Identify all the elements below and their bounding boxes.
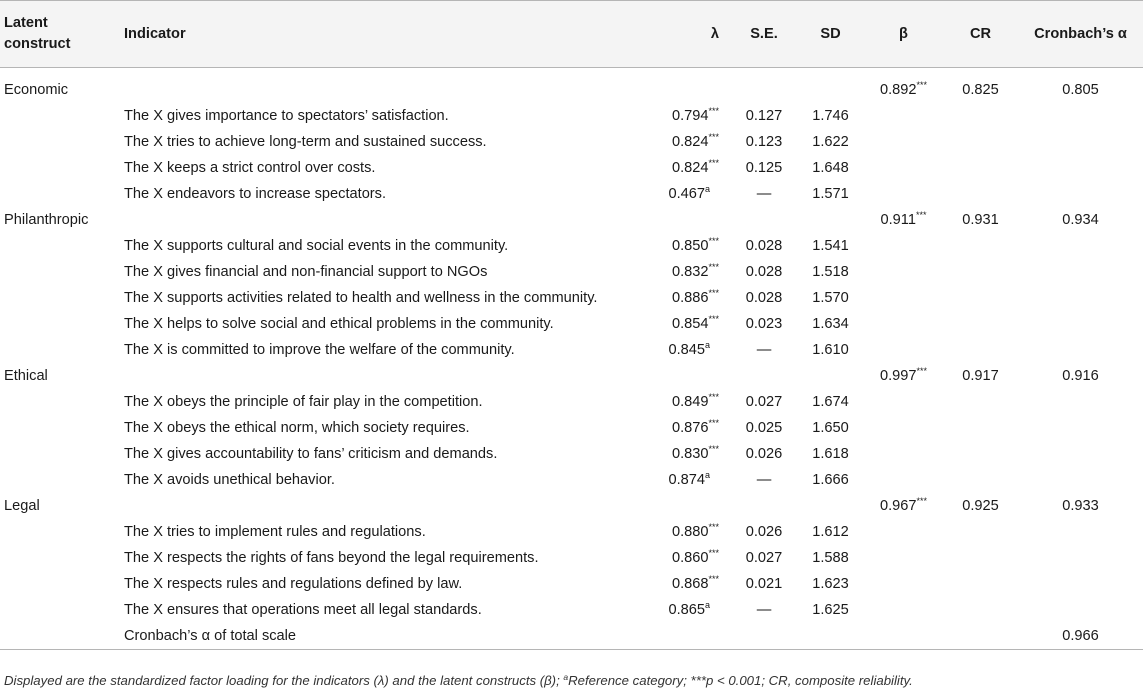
cell-sd: 1.666 xyxy=(812,472,849,488)
cell-sd: 1.588 xyxy=(812,550,849,566)
cell-indicator: The X helps to solve social and ethical problems in the community. xyxy=(124,316,554,332)
table-row xyxy=(0,389,1143,415)
cell-construct xyxy=(0,233,124,259)
cell-cr xyxy=(943,181,1018,207)
lambda-value: 0.876 xyxy=(671,420,709,436)
cell-indicator: The X ensures that operations meet all legal standards. xyxy=(124,602,482,618)
cell-construct xyxy=(0,311,124,337)
cell-se: 0.021 xyxy=(745,576,783,592)
cell-construct: Legal xyxy=(4,498,40,514)
cell-cr xyxy=(943,415,1018,441)
cell-sd: 1.650 xyxy=(812,420,849,436)
cell-lambda xyxy=(639,415,731,441)
construct-row xyxy=(0,68,1143,104)
lambda-significance: *** xyxy=(708,392,719,402)
cell-beta xyxy=(864,597,943,623)
lambda-significance: a xyxy=(704,184,710,194)
cell-sd: 1.648 xyxy=(812,160,849,176)
lambda-significance: *** xyxy=(708,106,719,116)
table-row xyxy=(0,337,1143,363)
cell-construct xyxy=(0,415,124,441)
cell-beta xyxy=(864,389,943,415)
cell-se: — xyxy=(756,472,772,488)
cell-beta xyxy=(864,155,943,181)
table-row xyxy=(0,311,1143,337)
cell-lambda xyxy=(639,155,731,181)
cell-sd: 1.634 xyxy=(812,316,849,332)
cell-cronbach-alpha xyxy=(1018,155,1143,181)
cell-se xyxy=(731,623,797,650)
lambda-value: 0.845 xyxy=(668,342,705,358)
cell-construct xyxy=(0,259,124,285)
cell-indicator: The X supports activities related to health and wellness in the community. xyxy=(124,290,598,306)
cell-cr: 0.925 xyxy=(962,498,999,514)
cell-cr xyxy=(943,519,1018,545)
cell-cr xyxy=(943,597,1018,623)
cell-se: 0.027 xyxy=(745,394,783,410)
cell-construct xyxy=(0,571,124,597)
lambda-significance: *** xyxy=(708,288,719,298)
cell-sd: 1.541 xyxy=(812,238,849,254)
cell-cronbach-alpha xyxy=(1018,181,1143,207)
construct-row xyxy=(0,207,1143,233)
cell-cr xyxy=(943,311,1018,337)
cell-cronbach-alpha: 0.934 xyxy=(1062,212,1099,228)
cell-se: — xyxy=(756,342,772,358)
cell-sd: 1.571 xyxy=(812,186,849,202)
cell-lambda xyxy=(639,129,731,155)
cell-se: — xyxy=(756,186,772,202)
beta-significance: *** xyxy=(915,210,927,220)
beta-value: 0.892 xyxy=(879,82,917,98)
lambda-value: 0.880 xyxy=(671,524,709,540)
cell-construct xyxy=(0,519,124,545)
cell-se: 0.028 xyxy=(745,238,783,254)
cell-beta xyxy=(864,337,943,363)
cell-indicator: The X supports cultural and social events in the community. xyxy=(124,238,509,254)
cell-lambda xyxy=(639,207,731,233)
cell-beta xyxy=(864,623,943,650)
table-row xyxy=(0,545,1143,571)
header-sd: SD xyxy=(797,1,864,68)
cell-cr xyxy=(943,571,1018,597)
table-row xyxy=(0,571,1143,597)
header-beta: β xyxy=(864,1,943,68)
cell-cr xyxy=(943,155,1018,181)
cell-construct xyxy=(0,467,124,493)
beta-significance: *** xyxy=(916,80,928,90)
cell-indicator: The X respects the rights of fans beyond the legal requirements. xyxy=(124,550,539,566)
cell-sd: 1.625 xyxy=(812,602,849,618)
cell-sd xyxy=(797,207,864,233)
cell-beta xyxy=(864,467,943,493)
cell-construct xyxy=(0,155,124,181)
cell-lambda xyxy=(639,363,731,389)
cell-cronbach-alpha xyxy=(1018,415,1143,441)
cell-cronbach-alpha: 0.805 xyxy=(1062,82,1099,98)
table-row xyxy=(0,415,1143,441)
header-lambda: λ xyxy=(639,1,731,68)
cell-cronbach-alpha xyxy=(1018,519,1143,545)
lambda-value: 0.868 xyxy=(671,576,709,592)
cell-indicator: The X avoids unethical behavior. xyxy=(124,472,335,488)
cell-cronbach-alpha xyxy=(1018,389,1143,415)
cell-sd: 1.570 xyxy=(812,290,849,306)
cell-beta xyxy=(864,311,943,337)
cell-indicator: Cronbach’s α of total scale xyxy=(124,623,639,650)
cell-cronbach-alpha xyxy=(1018,441,1143,467)
cell-sd: 1.623 xyxy=(812,576,849,592)
cell-beta xyxy=(864,285,943,311)
cell-cr xyxy=(943,259,1018,285)
cell-cr xyxy=(943,285,1018,311)
cell-se: 0.026 xyxy=(745,446,783,462)
cell-construct xyxy=(0,623,124,650)
cell-beta xyxy=(864,129,943,155)
cell-construct xyxy=(0,545,124,571)
cell-cr xyxy=(943,441,1018,467)
cell-lambda xyxy=(639,623,731,650)
cell-sd: 1.674 xyxy=(812,394,849,410)
cell-beta xyxy=(864,493,943,519)
lambda-value: 0.824 xyxy=(671,160,709,176)
cell-cr: 0.825 xyxy=(962,82,999,98)
table-row xyxy=(0,441,1143,467)
cell-beta xyxy=(864,441,943,467)
cell-cronbach-alpha xyxy=(1018,285,1143,311)
beta-value: 0.911 xyxy=(880,212,916,228)
cell-construct xyxy=(0,103,124,129)
lambda-significance: *** xyxy=(708,548,719,558)
cell-cronbach-alpha xyxy=(1018,311,1143,337)
cell-se: 0.125 xyxy=(745,160,783,176)
cell-se: 0.027 xyxy=(745,550,783,566)
lambda-value: 0.850 xyxy=(671,238,709,254)
cell-construct xyxy=(0,441,124,467)
cell-indicator: The X is committed to improve the welfare of the community. xyxy=(124,342,515,358)
header-cronbach: Cronbach’s α xyxy=(1018,1,1143,68)
cell-cr xyxy=(943,233,1018,259)
cell-indicator xyxy=(124,68,639,104)
cell-se: 0.123 xyxy=(745,134,783,150)
cell-lambda xyxy=(639,285,731,311)
cell-cronbach-alpha xyxy=(1018,129,1143,155)
lambda-significance: *** xyxy=(708,158,719,168)
lambda-value: 0.874 xyxy=(668,472,705,488)
cell-indicator: The X keeps a strict control over costs. xyxy=(124,160,376,176)
cell-cr: 0.917 xyxy=(962,368,999,384)
cell-se xyxy=(731,207,797,233)
cell-sd: 1.622 xyxy=(812,134,849,150)
cell-construct: Economic xyxy=(4,82,69,98)
construct-row xyxy=(0,493,1143,519)
cell-cr xyxy=(943,103,1018,129)
cell-cronbach-alpha: 0.916 xyxy=(1062,368,1099,384)
cell-construct xyxy=(0,389,124,415)
cell-cronbach-alpha xyxy=(1018,597,1143,623)
table-row xyxy=(0,233,1143,259)
lambda-value: 0.849 xyxy=(671,394,709,410)
lambda-value: 0.824 xyxy=(671,134,709,150)
table-row xyxy=(0,519,1143,545)
cell-construct xyxy=(0,597,124,623)
cell-cronbach-alpha xyxy=(1018,233,1143,259)
cell-indicator: The X gives importance to spectators’ satisfaction. xyxy=(124,108,449,124)
cell-indicator: The X endeavors to increase spectators. xyxy=(124,186,387,202)
lambda-significance: *** xyxy=(708,262,719,272)
cell-cr: 0.931 xyxy=(962,212,999,228)
lambda-value: 0.860 xyxy=(671,550,709,566)
cell-sd: 1.610 xyxy=(812,342,849,358)
header-indicator: Indicator xyxy=(124,1,639,68)
cell-se xyxy=(731,68,797,104)
cell-indicator xyxy=(124,493,639,519)
cell-lambda xyxy=(639,259,731,285)
cell-sd xyxy=(797,623,864,650)
lambda-significance: *** xyxy=(708,574,719,584)
cell-indicator: The X gives financial and non-financial support to NGOs xyxy=(124,264,488,280)
table-row xyxy=(0,467,1143,493)
cell-se: 0.028 xyxy=(745,264,783,280)
cell-indicator: The X tries to achieve long-term and sustained success. xyxy=(124,134,487,150)
header-se: S.E. xyxy=(731,1,797,68)
lambda-value: 0.467 xyxy=(668,186,705,202)
cell-se: 0.025 xyxy=(745,420,783,436)
cell-cronbach-alpha xyxy=(1018,103,1143,129)
table-row xyxy=(0,181,1143,207)
lambda-value: 0.830 xyxy=(671,446,709,462)
cell-indicator: The X tries to implement rules and regulations. xyxy=(124,524,426,540)
table-body xyxy=(0,68,1143,650)
lambda-value: 0.886 xyxy=(671,290,709,306)
cell-cronbach-alpha: 0.966 xyxy=(1018,623,1143,650)
cell-cr xyxy=(943,337,1018,363)
lambda-significance: a xyxy=(704,470,710,480)
lambda-significance: *** xyxy=(708,314,719,324)
lambda-significance: *** xyxy=(708,236,719,246)
cell-se: — xyxy=(756,602,772,618)
cell-lambda xyxy=(639,233,731,259)
cell-indicator: The X obeys the ethical norm, which society requires. xyxy=(124,420,470,436)
lambda-significance: a xyxy=(704,600,710,610)
lambda-value: 0.865 xyxy=(668,602,705,618)
cell-sd xyxy=(797,493,864,519)
cell-lambda xyxy=(639,519,731,545)
table-row xyxy=(0,155,1143,181)
cell-cronbach-alpha xyxy=(1018,337,1143,363)
construct-row xyxy=(0,363,1143,389)
beta-significance: *** xyxy=(916,496,928,506)
cell-beta xyxy=(864,103,943,129)
cell-indicator: The X obeys the principle of fair play in the competition. xyxy=(124,394,483,410)
header-cr: CR xyxy=(943,1,1018,68)
cell-beta xyxy=(864,363,943,389)
table-footnote: Displayed are the standardized factor loading for the indicators (λ) and the latent constructs (β); $^a$Reference category; ***p < 0.001; CR, composite reliability. xyxy=(4,672,913,688)
cell-beta xyxy=(864,545,943,571)
cell-construct xyxy=(0,129,124,155)
cell-cr xyxy=(943,545,1018,571)
cell-lambda xyxy=(639,545,731,571)
lambda-significance: *** xyxy=(708,132,719,142)
cell-sd: 1.612 xyxy=(812,524,849,540)
cell-lambda xyxy=(639,389,731,415)
cell-cronbach-alpha xyxy=(1018,259,1143,285)
cell-lambda xyxy=(639,68,731,104)
cell-lambda xyxy=(639,571,731,597)
cell-cr xyxy=(943,129,1018,155)
beta-value: 0.967 xyxy=(879,498,917,514)
cell-beta xyxy=(864,571,943,597)
cell-indicator xyxy=(124,207,639,233)
lambda-significance: *** xyxy=(708,418,719,428)
cell-beta xyxy=(864,519,943,545)
beta-value: 0.997 xyxy=(879,368,917,384)
cell-construct xyxy=(0,285,124,311)
cell-beta xyxy=(864,259,943,285)
total-row xyxy=(0,623,1143,650)
cell-construct: Philanthropic xyxy=(4,212,89,228)
cell-beta xyxy=(864,207,943,233)
cell-lambda xyxy=(639,181,731,207)
cell-beta xyxy=(864,181,943,207)
cell-sd: 1.518 xyxy=(812,264,849,280)
cell-construct xyxy=(0,337,124,363)
lambda-significance: *** xyxy=(708,522,719,532)
cell-cronbach-alpha xyxy=(1018,545,1143,571)
cell-indicator xyxy=(124,363,639,389)
cell-sd: 1.746 xyxy=(812,108,849,124)
cell-cronbach-alpha xyxy=(1018,571,1143,597)
cell-lambda xyxy=(639,311,731,337)
cell-sd xyxy=(797,363,864,389)
cell-construct xyxy=(0,181,124,207)
lambda-value: 0.854 xyxy=(671,316,709,332)
table-row xyxy=(0,285,1143,311)
cell-se xyxy=(731,363,797,389)
table-row xyxy=(0,129,1143,155)
lambda-value: 0.794 xyxy=(671,108,709,124)
cell-sd xyxy=(797,68,864,104)
cell-beta xyxy=(864,233,943,259)
cell-sd: 1.618 xyxy=(812,446,849,462)
cell-construct: Ethical xyxy=(4,368,48,384)
cell-cr xyxy=(943,467,1018,493)
cell-cr xyxy=(943,389,1018,415)
cell-se: 0.028 xyxy=(745,290,783,306)
cell-se: 0.023 xyxy=(745,316,783,332)
cell-se xyxy=(731,493,797,519)
cell-lambda xyxy=(639,441,731,467)
cell-cronbach-alpha xyxy=(1018,467,1143,493)
cell-lambda xyxy=(639,467,731,493)
table-row xyxy=(0,259,1143,285)
lambda-significance: a xyxy=(704,340,710,350)
table-row xyxy=(0,597,1143,623)
cell-beta xyxy=(864,68,943,104)
lambda-value: 0.832 xyxy=(671,264,709,280)
header-row xyxy=(0,1,1143,68)
cell-lambda xyxy=(639,493,731,519)
cell-indicator: The X gives accountability to fans’ criticism and demands. xyxy=(124,446,498,462)
cell-beta xyxy=(864,415,943,441)
cell-cronbach-alpha: 0.933 xyxy=(1062,498,1099,514)
cell-se: 0.026 xyxy=(745,524,783,540)
cell-lambda xyxy=(639,597,731,623)
table-row xyxy=(0,103,1143,129)
cell-indicator: The X respects rules and regulations defined by law. xyxy=(124,576,463,592)
beta-significance: *** xyxy=(916,366,928,376)
cell-lambda xyxy=(639,337,731,363)
cell-lambda xyxy=(639,103,731,129)
cell-se: 0.127 xyxy=(745,108,783,124)
lambda-significance: *** xyxy=(708,444,719,454)
header-latent-construct: Latent construct xyxy=(0,1,124,68)
cell-cr xyxy=(943,623,1018,650)
